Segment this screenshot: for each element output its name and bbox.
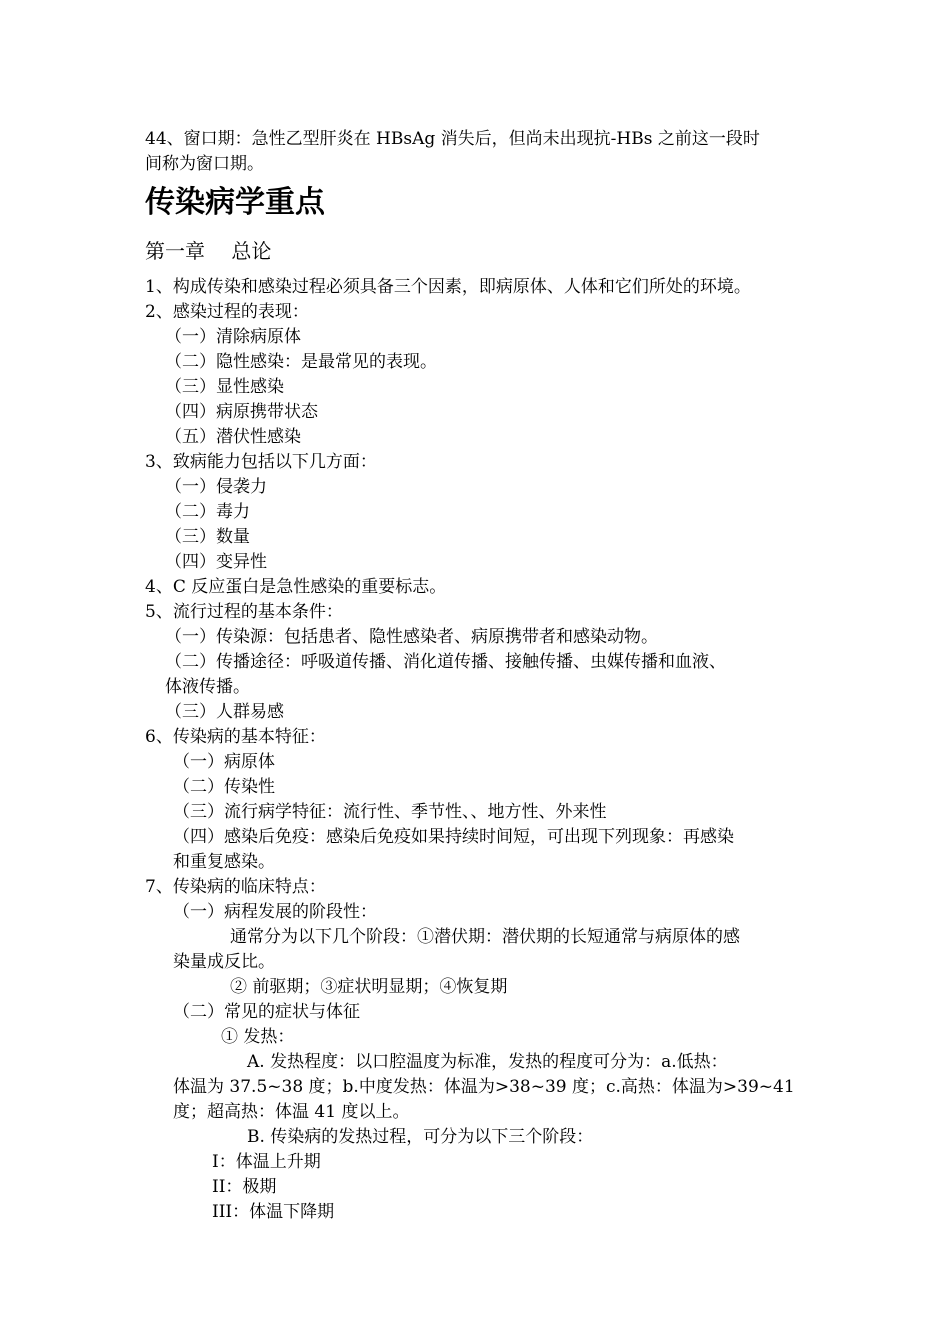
list-item: 度；超高热：体温 41 度以上。	[173, 1102, 410, 1122]
list-item: （一）传染源：包括患者、隐性感染者、病原携带者和感染动物。	[165, 627, 658, 647]
list-item: 1、构成传染和感染过程必须具备三个因素，即病原体、人体和它们所处的环境。	[145, 277, 751, 297]
list-item: 4、C 反应蛋白是急性感染的重要标志。	[145, 577, 447, 597]
list-item: 6、传染病的基本特征：	[145, 727, 326, 747]
page-title: 传染病学重点	[145, 185, 325, 220]
list-item: （四）感染后免疫：感染后免疫如果持续时间短，可出现下列现象：再感染	[173, 827, 734, 847]
list-item: （三）显性感染	[165, 377, 284, 397]
list-item: 5、流行过程的基本条件：	[145, 602, 343, 622]
list-item: （二）传染性	[173, 777, 275, 797]
list-item: （二）毒力	[165, 502, 250, 522]
list-item: I：体温上升期	[212, 1152, 321, 1172]
list-item: III：体温下降期	[212, 1202, 335, 1222]
list-item: ① 发热：	[221, 1027, 295, 1047]
list-item: II：极期	[212, 1177, 277, 1197]
list-item: 体温为 37.5~38 度；b.中度发热：体温为>38~39 度；c.高热：体温为>39~41	[173, 1077, 795, 1097]
list-item: （四）病原携带状态	[165, 402, 318, 422]
list-item: 3、致病能力包括以下几方面：	[145, 452, 377, 472]
list-item: （一）清除病原体	[165, 327, 301, 347]
paragraph-line: 44、窗口期：急性乙型肝炎在 HBsAg 消失后，但尚未出现抗-HBs 之前这一段时	[145, 129, 760, 149]
list-item: （五）潜伏性感染	[165, 427, 301, 447]
list-item: （一）病程发展的阶段性：	[173, 902, 377, 922]
list-item: （二）隐性感染：是最常见的表现。	[165, 352, 437, 372]
list-item: 7、传染病的临床特点：	[145, 877, 326, 897]
chapter-heading: 第一章 总论	[145, 239, 272, 263]
list-item: 染量成反比。	[173, 952, 275, 972]
list-item: （二）常见的症状与体征	[173, 1002, 360, 1022]
list-item: ② 前驱期；③症状明显期；④恢复期	[230, 977, 508, 997]
list-item: B. 传染病的发热过程，可分为以下三个阶段：	[247, 1127, 594, 1147]
paragraph-line: 间称为窗口期。	[145, 154, 264, 174]
list-item: 和重复感染。	[173, 852, 275, 872]
list-item: （四）变异性	[165, 552, 267, 572]
list-item: （二）传播途径：呼吸道传播、消化道传播、接触传播、虫媒传播和血液、	[165, 652, 726, 672]
list-item: （三）数量	[165, 527, 250, 547]
list-item: （一）侵袭力	[165, 477, 267, 497]
list-item: 2、感染过程的表现：	[145, 302, 309, 322]
list-item: A. 发热程度：以口腔温度为标准，发热的程度可分为：a.低热：	[247, 1052, 728, 1072]
list-item: （三）流行病学特征：流行性、季节性、、地方性、外来性	[173, 802, 607, 822]
list-item: （三）人群易感	[165, 702, 284, 722]
list-item: （一）病原体	[173, 752, 275, 772]
list-item: 体液传播。	[165, 677, 250, 697]
list-item: 通常分为以下几个阶段：①潜伏期：潜伏期的长短通常与病原体的感	[230, 927, 740, 947]
